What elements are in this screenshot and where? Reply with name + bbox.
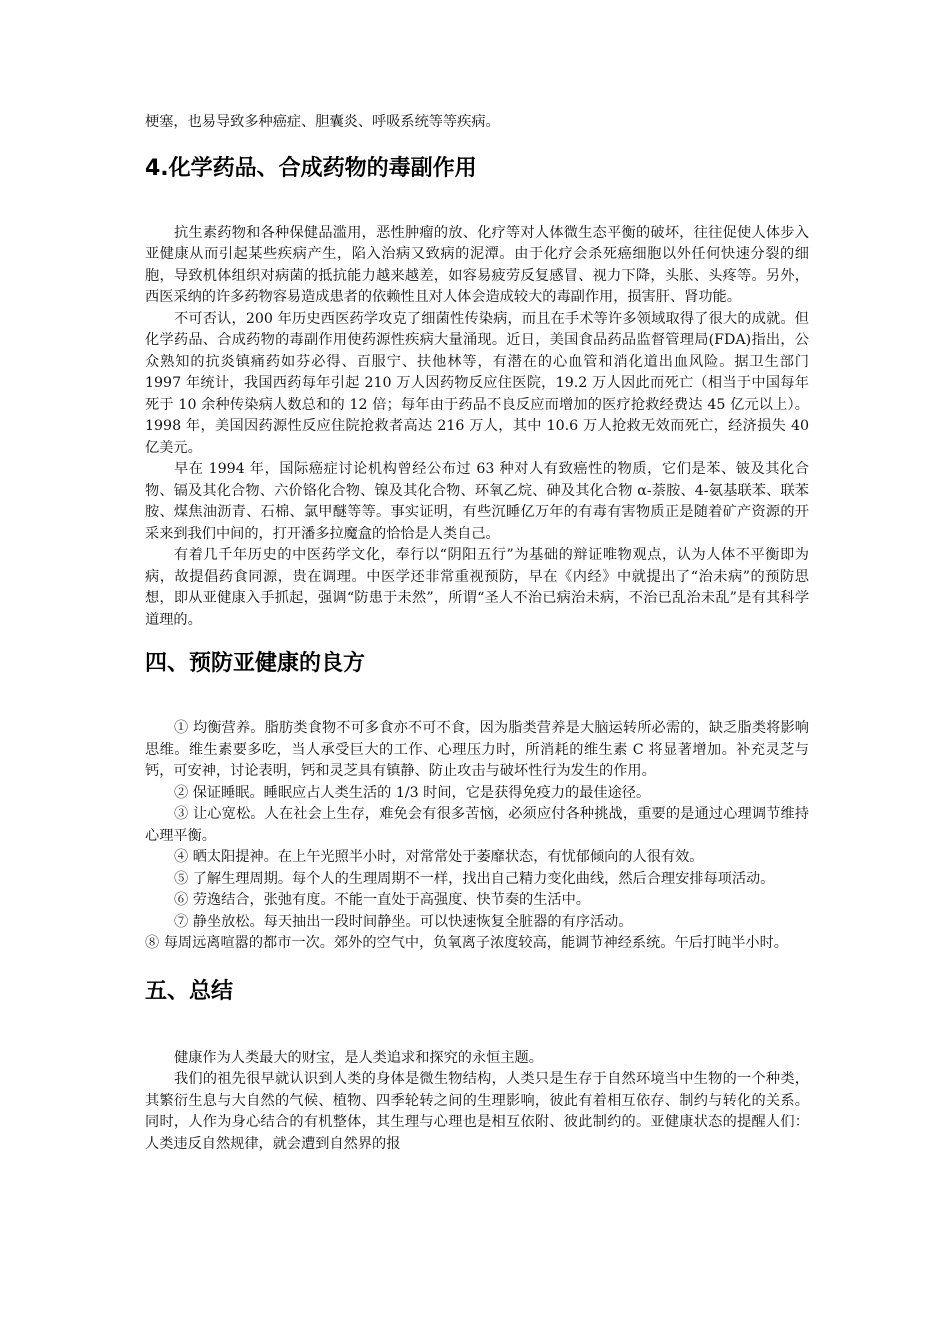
document-body (145, 112, 809, 1155)
section-heading-chemical-drugs: 4.化学药品、合成药物的毒副作用 (145, 155, 477, 181)
paragraph: 健康作为人类最大的财宝，是人类追求和探究的永恒主题。 (174, 1049, 543, 1066)
prevention-list-item: ⑥ 劳逸结合，张弛有度。不能一直处于高强度、快节奏的生活中。 (174, 892, 590, 908)
prevention-list-item: ⑧ 每周远离喧嚣的都市一次。郊外的空气中，负氧离子浓度较高，能调节神经系统。午后打盹半小时。 (145, 935, 788, 951)
paragraph: 抗生素药物和各种保健品滥用，恶性肿瘤的放、化疗等对人体微生态平衡的破坏，往往促使人体步入亚健康从而引起某些疾病产生，陷入治病又致病的泥潭。由于化疗会杀死癌细胞以外任何快速分裂的细胞，导致机体组织对病菌的抵抗能力越来越差，如容易疲劳反复感冒、视力下降，头胀、头疼等。另外，西医采纳的许多药物容易造成患者的依赖性且对人体会造成较大的毒副作用，损害肝、肾功能。 (145, 224, 809, 305)
prevention-list-item: ② 保证睡眠。睡眠应占人类生活的 1/3 时间，它是获得免疫力的最佳途径。 (174, 784, 651, 801)
section-heading-prevention: 四、预防亚健康的良方 (145, 651, 366, 676)
lead-paragraph: 梗塞，也易导致多种癌症、胆囊炎、呼吸系统等等疾病。 (145, 114, 500, 130)
prevention-list-item: ⑦ 静坐放松。每天抽出一段时间静坐。可以快速恢复全脏器的有序活动。 (174, 913, 633, 930)
prevention-list-item: ④ 晒太阳提神。在上午光照半小时，对常常处于萎靡状态，有忧郁倾向的人很有效。 (174, 849, 704, 865)
paragraph: 有着几千年历史的中医药学文化，奉行以“阴阳五行”为基础的辩证唯物观点，认为人体不平衡即为病，故提倡药食同源，贵在调理。中医学还非常重视预防，早在《内经》中就提出了“治未病”的预防思想，即从亚健康入手抓起，强调“防患于未然”，所谓“圣人不治已病治未病，不治已乱治未乱”是有其科学道理的。 (145, 547, 810, 628)
prevention-list-item: ③ 让心宽松。人在社会上生存，难免会有很多苦恼，必须应付各种挑战，重要的是通过心理调节维持心理平衡。 (145, 806, 809, 844)
prevention-list-item: ⑤ 了解生理周期。每个人的生理周期不一样，找出自己精力变化曲线，然后合理安排每项活动。 (174, 870, 775, 887)
paragraph: 不可否认，200 年历史西医药学攻克了细菌性传染病，而且在手术等许多领域取得了很大的成就。但化学药品、合成药物的毒副作用使药源性疾病大量涌现。近日，美国食品药品监督管理局(FDA)指出，公众熟知的抗炎镇痛药如芬必得、百服宁、扶他林等，有潜在的心血管和消化道出血风险。据卫生部门 1997 年统计，我国西药每年引起 210 万人因药物反应住医院，19.2 万人因此而死亡（相当于中国每年死于 10 余种传染病人数总和的 12 倍；每年由于药品不良反应而增加的医疗抢救经费达 45 亿元以上）。1998 年，美国因药源性反应住院抢救者高达 216 万人，其中 10.6 万人抢救无效而死亡，经济损失 40 亿美元。 (145, 310, 809, 456)
section-heading-summary: 五、总结 (145, 978, 234, 1004)
paragraph: 我们的祖先很早就认识到人类的身体是微生物结构，人类只是生存于自然环境当中生物的一个种类，其繁衍生息与大自然的气候、植物、四季轮转之间的生理影响，彼此有着相互依存、制约与转化的关系。同时，人作为身心结合的有机整体，其生理与心理也是相互依附、彼此制约的。亚健康状态的提醒人们：人类违反自然规律，就会遭到自然界的报 (145, 1071, 809, 1152)
paragraph: 早在 1994 年，国际癌症讨论机构曾经公布过 63 种对人有致癌性的物质，它们是苯、铍及其化合物、镉及其化合物、六价铬化合物、镍及其化合物、环氧乙烷、砷及其化合物 α-萘胺、4-氨基联苯、联苯胺、煤焦油沥青、石棉、氯甲醚等等。事实证明，有些沉睡亿万年的有毒有害物质正是随着矿产资源的开采来到我们中间的，打开潘多拉魔盒的恰恰是人类自己。 (145, 461, 809, 542)
prevention-list-item: ① 均衡营养。脂肪类食物不可多食亦不可不食，因为脂类营养是大脑运转所必需的，缺乏脂类将影响思维。维生素要多吃，当人承受巨大的工作、心理压力时，所消耗的维生素 C 将显著增加。补充灵芝与钙，可安神，讨论表明，钙和灵芝具有镇静、防止攻击与破坏性行为发生的作用。 (145, 720, 809, 779)
